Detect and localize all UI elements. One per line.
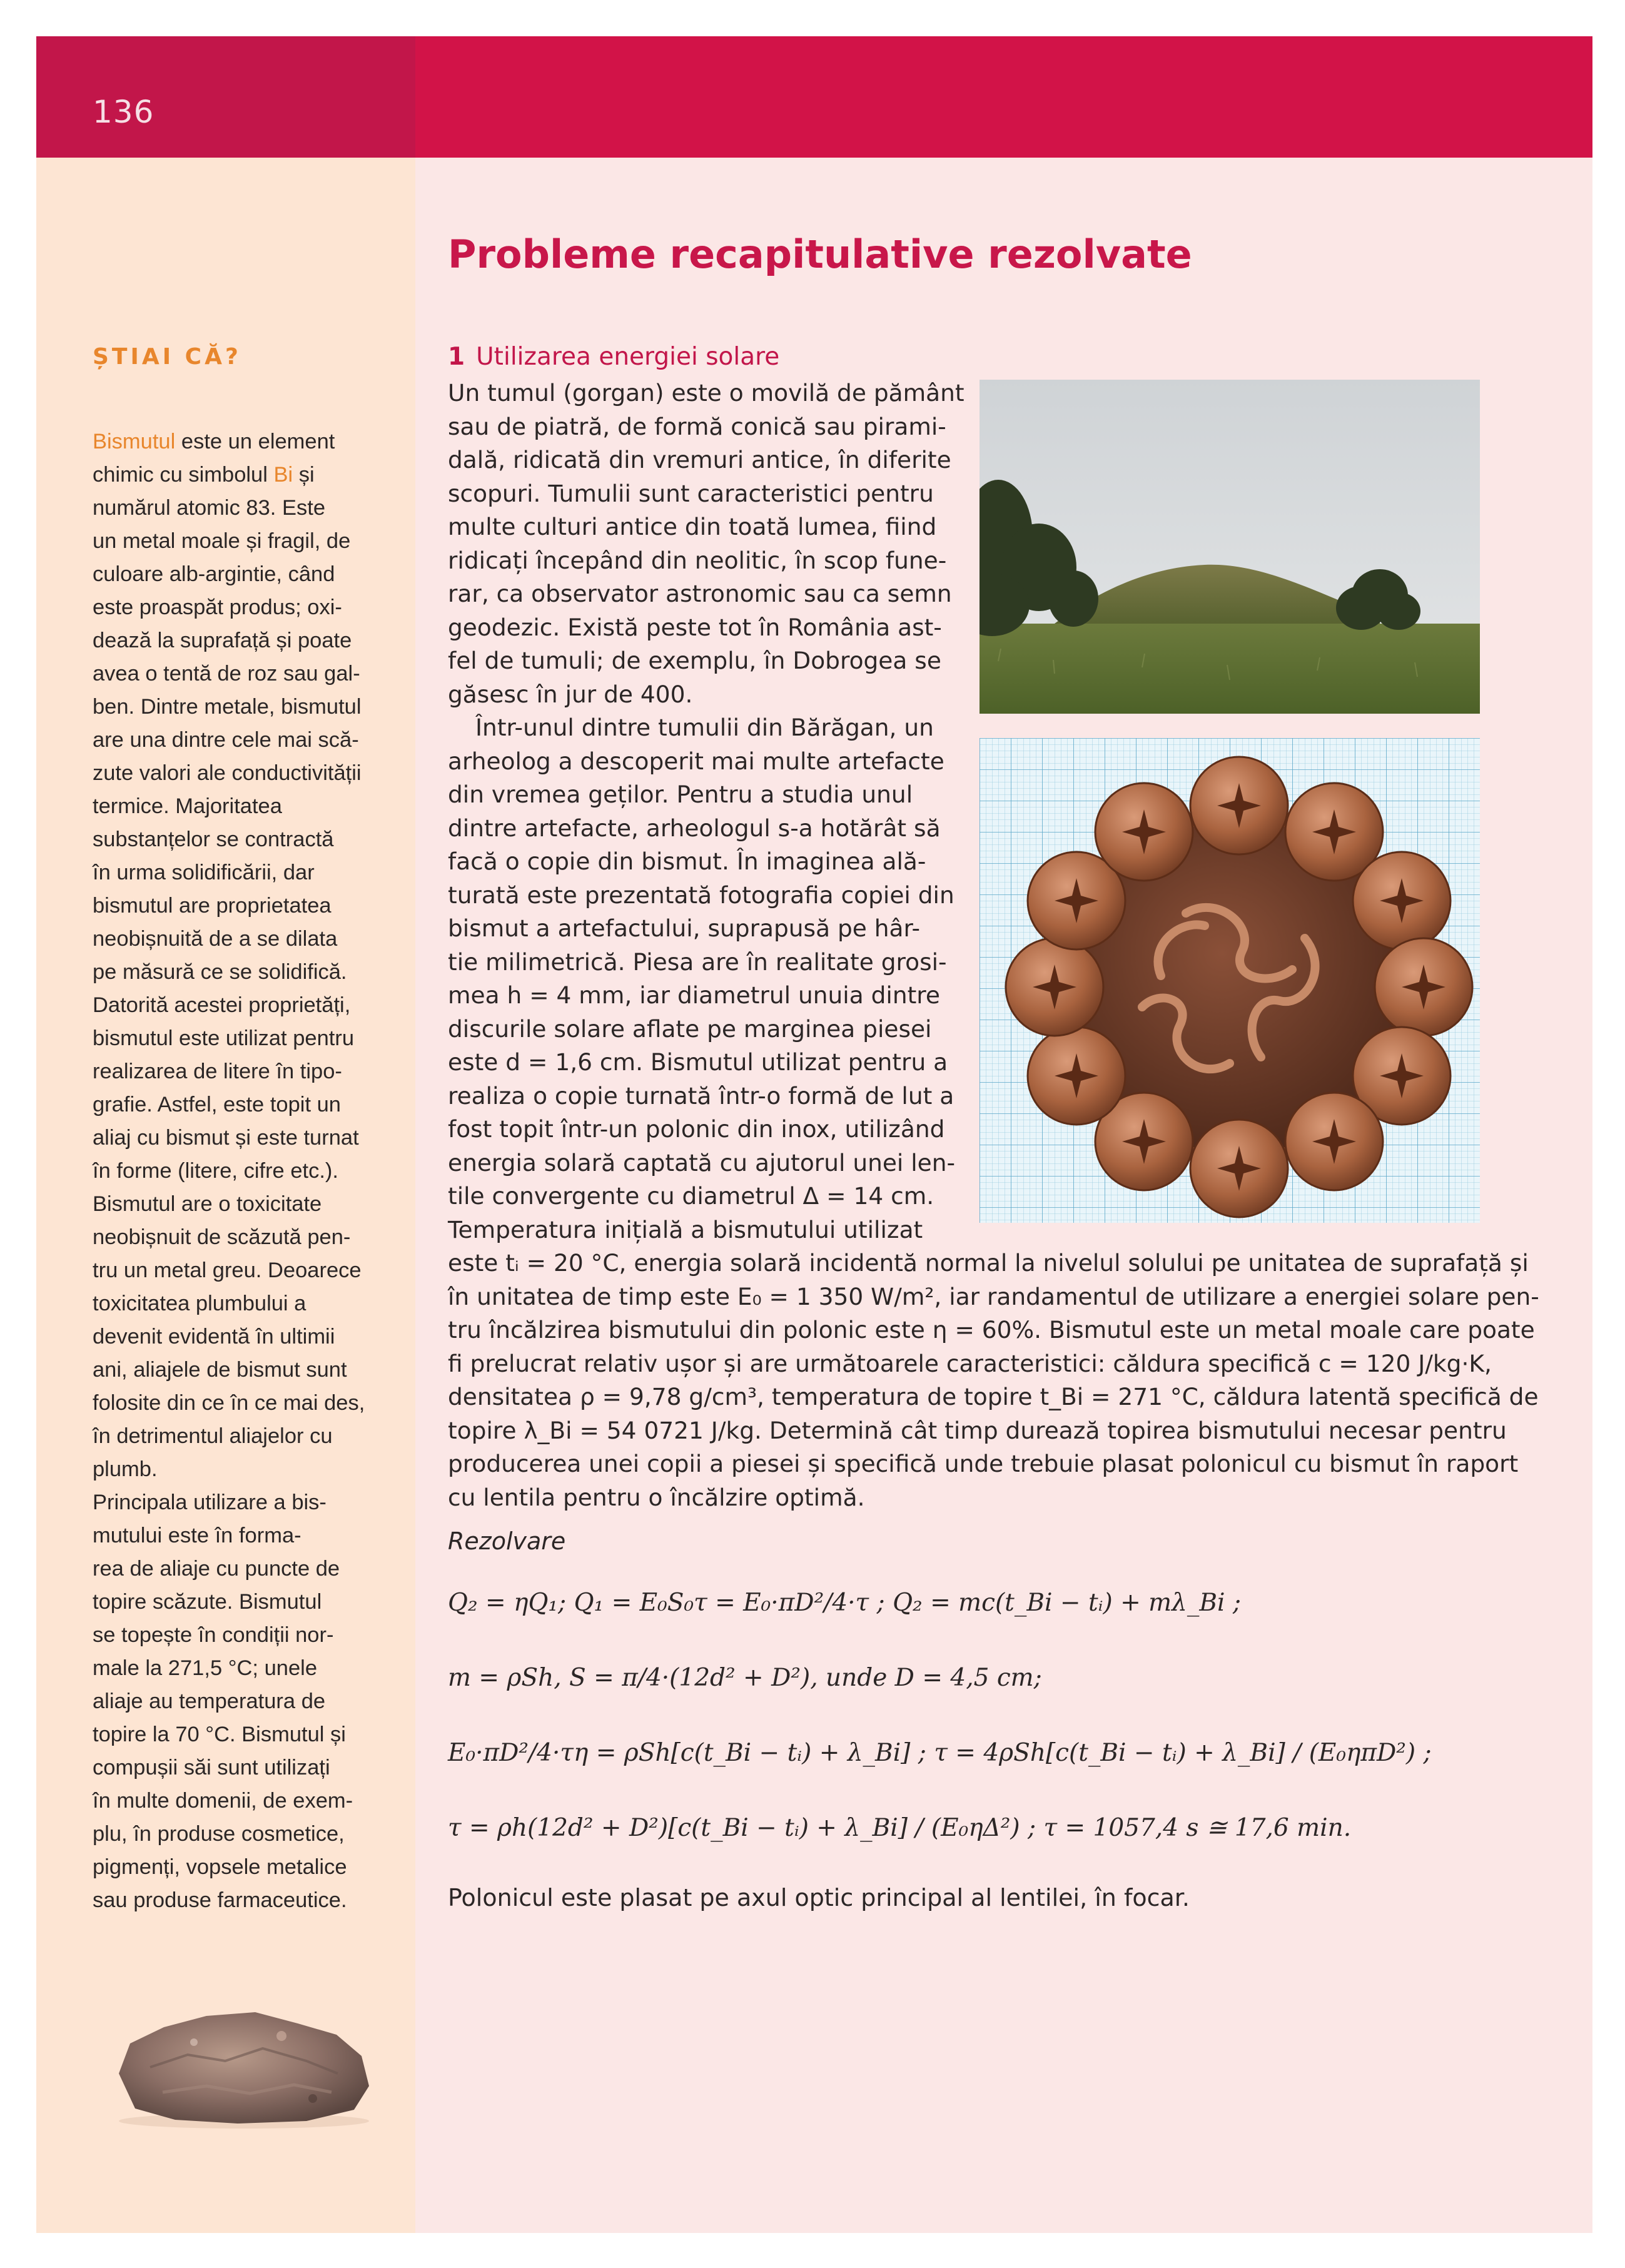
tumulus-photo [980,380,1480,714]
text-line: fel de tumuli; de exemplu, în Dobrogea se [448,647,941,674]
sidebar-line: compușii săi sunt utilizați [93,1756,330,1779]
sidebar-line: Bismutul are o toxicitate [93,1192,322,1216]
text-line: realiza o copie turnată într-o formă de lut a [448,1081,954,1110]
text-line: arheolog a descoperit mai multe artefacte [448,747,944,775]
text-line: tru încălzirea bismutului din polonic este η = 60%. Bismutul este un metal moale care poate [448,1316,1535,1344]
sidebar-line: are una dintre cele mai scă- [93,728,359,752]
sidebar-line: pigmenți, vopsele metalice [93,1855,347,1879]
sidebar-line: avea o tentă de roz sau gal- [93,662,360,686]
conclusion-text: Polonicul este plasat pe axul optic principal al lentilei, în focar. [448,1884,1190,1911]
solution-label: Rezolvare [448,1527,566,1555]
sidebar-line: bismutul are proprietatea [93,894,332,918]
sidebar-line: neobișnuită de a se dilata [93,927,338,951]
sidebar-line: în detrimentul aliajelor cu [93,1424,333,1448]
text-line: Într-unul dintre tumulii din Bărăgan, un [475,714,934,741]
text-line: topire λ_Bi = 54 0721 J/kg. Determină cât timp durează topirea bismutului necesar pentru [448,1416,1507,1444]
sidebar-heading: ȘTIAI CĂ? [93,344,241,370]
text-line: dintre artefacte, arheologul s-a hotărât să [448,814,941,842]
sidebar-line: folosite din ce în ce mai des, [93,1391,365,1415]
text-line: discurile solare aflate pe marginea piesei [448,1015,932,1043]
text-line: ridicați începând din neolitic, în scop fune- [448,546,947,574]
sidebar-line: Bismutul este un element [93,430,335,453]
sidebar-line: chimic cu simbolul Bi și [93,463,315,487]
bismuth-rock-image [106,1998,375,2130]
sidebar-line: se topește în condiții nor- [93,1623,334,1647]
sidebar-line: male la 271,5 °C; unele [93,1656,318,1680]
text-line: producerea unei copii a piesei și specifică unde trebuie plasat polonicul cu bismut în raport [448,1450,1519,1477]
text-line: cu lentila pentru o încălzire optimă. [448,1483,865,1511]
formula-line: τ = ρh(12d² + D²)[c(t_Bi − tᵢ) + λ_Bi] / (E₀ηΔ²) ; τ = 1057,4 s ≅ 17,6 min. [448,1814,1352,1842]
sidebar-line: în urma solidificării, dar [93,861,315,884]
sidebar-line: Datorită acestei proprietăți, [93,993,351,1017]
sidebar-line: în multe domenii, de exem- [93,1789,353,1813]
sidebar-line: ben. Dintre metale, bismutul [93,695,362,719]
text-line: rar, ca observator astronomic sau ca semn [448,580,952,607]
sidebar-line: devenit evidentă în ultimii [93,1325,335,1349]
sidebar-line: grafie. Astfel, este topit un [93,1093,341,1116]
sidebar-line: plumb. [93,1457,158,1481]
text-line: tie milimetrică. Piesa are în realitate grosi- [448,948,947,976]
text-line: în unitatea de timp este E₀ = 1 350 W/m², iar randamentul de utilizare a energiei solare pen- [448,1282,1539,1310]
sidebar-line: un metal moale și fragil, de [93,529,351,553]
text-line: găsesc în jur de 400. [448,680,693,708]
sidebar-line: substanțelor se contractă [93,828,334,851]
text-line: tile convergente cu diametrul Δ = 14 cm. [448,1182,934,1210]
formula-line: Q₂ = ηQ₁; Q₁ = E₀S₀τ = E₀·πD²/4·τ ; Q₂ = mc(t_Bi − tᵢ) + mλ_Bi ; [448,1589,1242,1617]
sidebar-line: numărul atomic 83. Este [93,496,326,520]
sidebar-line: aliaj cu bismut și este turnat [93,1126,359,1150]
page-number: 136 [93,94,154,130]
text-line: fost topit într-un polonic din inox, utilizând [448,1115,945,1143]
highlight-symbol: Bi [273,463,293,487]
highlight-bismut: Bismutul [93,430,176,453]
text-line: din vremea geților. Pentru a studia unul [448,781,913,808]
sidebar-line: Principala utilizare a bis- [93,1491,327,1514]
formula-line: m = ρSh, S = π/4·(12d² + D²), unde D = 4,5 cm; [448,1664,1042,1692]
sidebar-line: toxicitatea plumbului a [93,1292,306,1315]
sidebar-line: pe măsură ce se solidifică. [93,960,347,984]
sidebar-line: topire la 70 °C. Bismutul și [93,1723,346,1746]
text-line: dală, ridicată din vremuri antice, în diferite [448,446,951,473]
sidebar-line: în forme (litere, cifre etc.). [93,1159,339,1183]
sidebar-line: zute valori ale conductivității [93,761,362,785]
text-line: Un tumul (gorgan) este o movilă de pământ [448,379,964,407]
problem-number: 1 [448,343,465,371]
text-line: fi prelucrat relativ ușor și are următoarele caracteristici: căldura specifică c = 120 J/kg·K, [448,1349,1492,1377]
sidebar-line: bismutul este utilizat pentru [93,1026,355,1050]
text-line: facă o copie din bismut. În imaginea ală- [448,848,926,875]
sidebar-line: este proaspăt produs; oxi- [93,595,342,619]
section-title: Probleme recapitulative rezolvate [448,231,1192,277]
sidebar-line: rea de aliaje cu puncte de [93,1557,340,1581]
sidebar-line: mutului este în forma- [93,1524,301,1547]
sidebar-text [93,425,387,1917]
text-line: mea h = 4 mm, iar diametrul unuia dintre [448,981,940,1009]
text-line: este d = 1,6 cm. Bismutul utilizat pentru a [448,1048,948,1076]
sidebar-line: topire scăzute. Bismutul [93,1590,322,1614]
problem-title: Utilizarea energiei solare [476,343,780,371]
text-line: scopuri. Tumulii sunt caracteristici pentru [448,479,934,507]
text-line: Temperatura inițială a bismutului utilizat [448,1215,923,1243]
text-line: densitatea ρ = 9,78 g/cm³, temperatura de topire t_Bi = 271 °C, căldura latentă specifică de [448,1383,1539,1410]
text-line: multe culturi antice din toată lumea, fiind [448,513,937,540]
sidebar-line: neobișnuit de scăzută pen- [93,1225,351,1249]
sidebar-line: plu, în produse cosmetice, [93,1822,345,1846]
sidebar-line: aliaje au temperatura de [93,1689,326,1713]
text-line: este tᵢ = 20 °C, energia solară incidentă normal la nivelul solului pe unitatea de suprafață și [448,1249,1529,1277]
formula-line: E₀·πD²/4·τη = ρSh[c(t_Bi − tᵢ) + λ_Bi] ; τ = 4ρSh[c(t_Bi − tᵢ) + λ_Bi] / (E₀ηπD²) ; [448,1739,1432,1767]
problem-text-wide [448,1247,1539,1514]
sidebar-line: dează la suprafață și poate [93,629,352,652]
sidebar-line: realizarea de litere în tipo- [93,1060,342,1083]
sidebar-line: ani, aliajele de bismut sunt [93,1358,347,1382]
text-line: bismut a artefactului, suprapusă pe hâr- [448,914,921,942]
sidebar-line: culoare alb-argintie, când [93,562,335,586]
text-line: turată este prezentată fotografia copiei din [448,881,954,909]
text-line: energia solară captată cu ajutorul unei len- [448,1148,956,1177]
sidebar-line: tru un metal greu. Deoarece [93,1258,362,1282]
text-line: sau de piatră, de formă conică sau pirami- [448,412,946,440]
text-line: geodezic. Există peste tot în România ast- [448,613,942,641]
sidebar-line: sau produse farmaceutice. [93,1888,347,1912]
artifact-photo [980,738,1480,1223]
page-header-right [415,36,1592,158]
sidebar-line: termice. Majoritatea [93,794,282,818]
problem-heading [448,343,779,371]
